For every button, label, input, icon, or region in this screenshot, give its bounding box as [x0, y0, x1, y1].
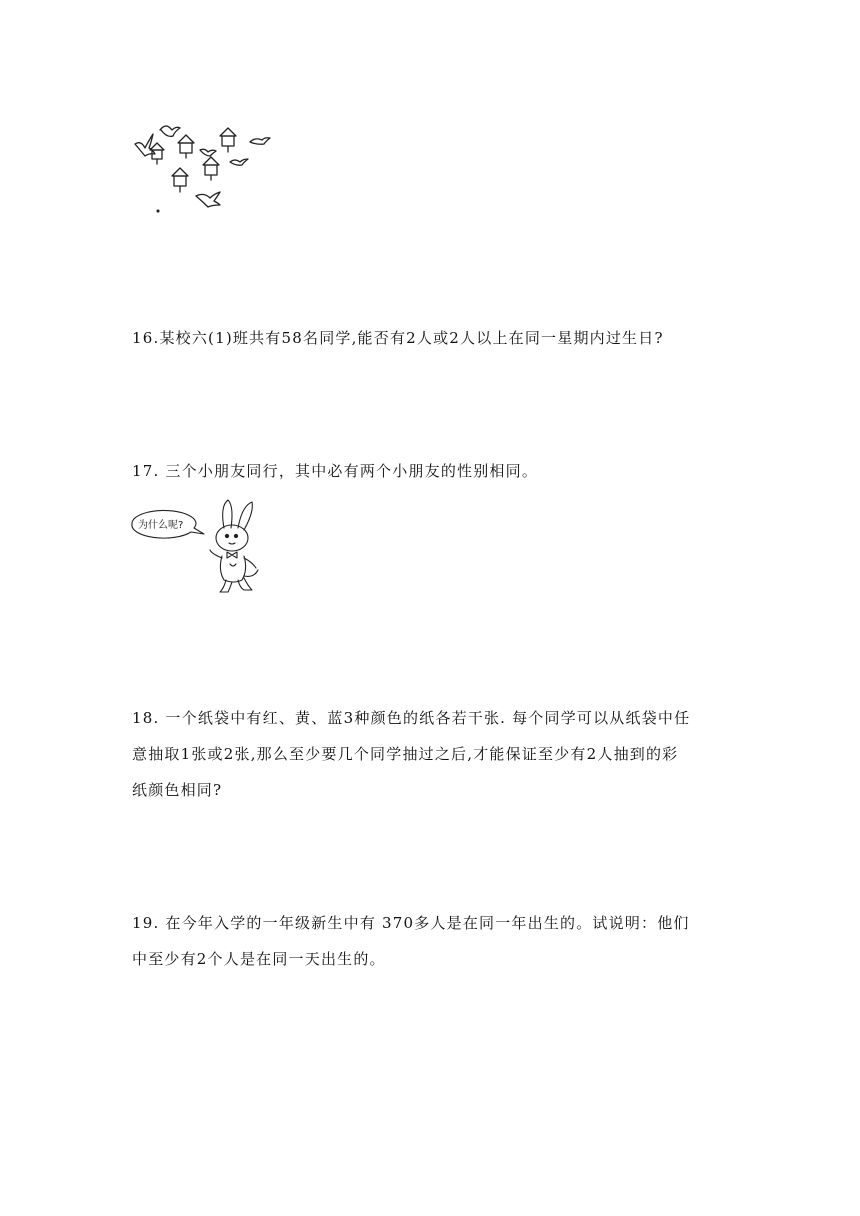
pigeon-icon [196, 192, 220, 207]
question-19 [132, 905, 732, 977]
question-16-line-1: 16.某校六(1)班共有58名同学,能否有2人或2人以上在同一星期内过生日? [132, 329, 664, 347]
birdhouse-icon [203, 157, 219, 180]
pigeon-birdhouse-illustration [130, 118, 275, 218]
rabbit-illustration [126, 498, 268, 596]
birdhouse-icon [178, 135, 194, 158]
question-18-line-2: 意抽取1张或2张,那么至少要几个同学抽过之后,才能保证至少有2人抽到的彩 [132, 745, 679, 763]
question-18 [132, 700, 732, 808]
question-17-line-1: 17. 三个小朋友同行，其中必有两个小朋友的性别相同。 [132, 462, 539, 480]
question-18-line-1: 18. 一个纸袋中有红、黄、蓝3种颜色的纸各若干张. 每个同学可以从纸袋中任 [132, 709, 691, 727]
birdhouse-icon [220, 128, 236, 152]
birdhouse-icon [172, 168, 188, 192]
question-19-line-1: 19. 在今年入学的一年级新生中有 370多人是在同一年出生的。试说明：他们 [132, 914, 690, 932]
pigeon-icon [250, 138, 270, 145]
question-17 [132, 453, 732, 489]
pigeon-icon [160, 126, 180, 136]
pigeon-icon [200, 149, 216, 156]
pigeon-icon [230, 159, 248, 165]
question-18-line-3: 纸颜色相同? [132, 781, 223, 799]
speech-bubble-text: 为什么呢? [138, 520, 184, 531]
question-16 [132, 320, 732, 356]
question-19-line-2: 中至少有2个人是在同一天出生的。 [132, 950, 386, 968]
